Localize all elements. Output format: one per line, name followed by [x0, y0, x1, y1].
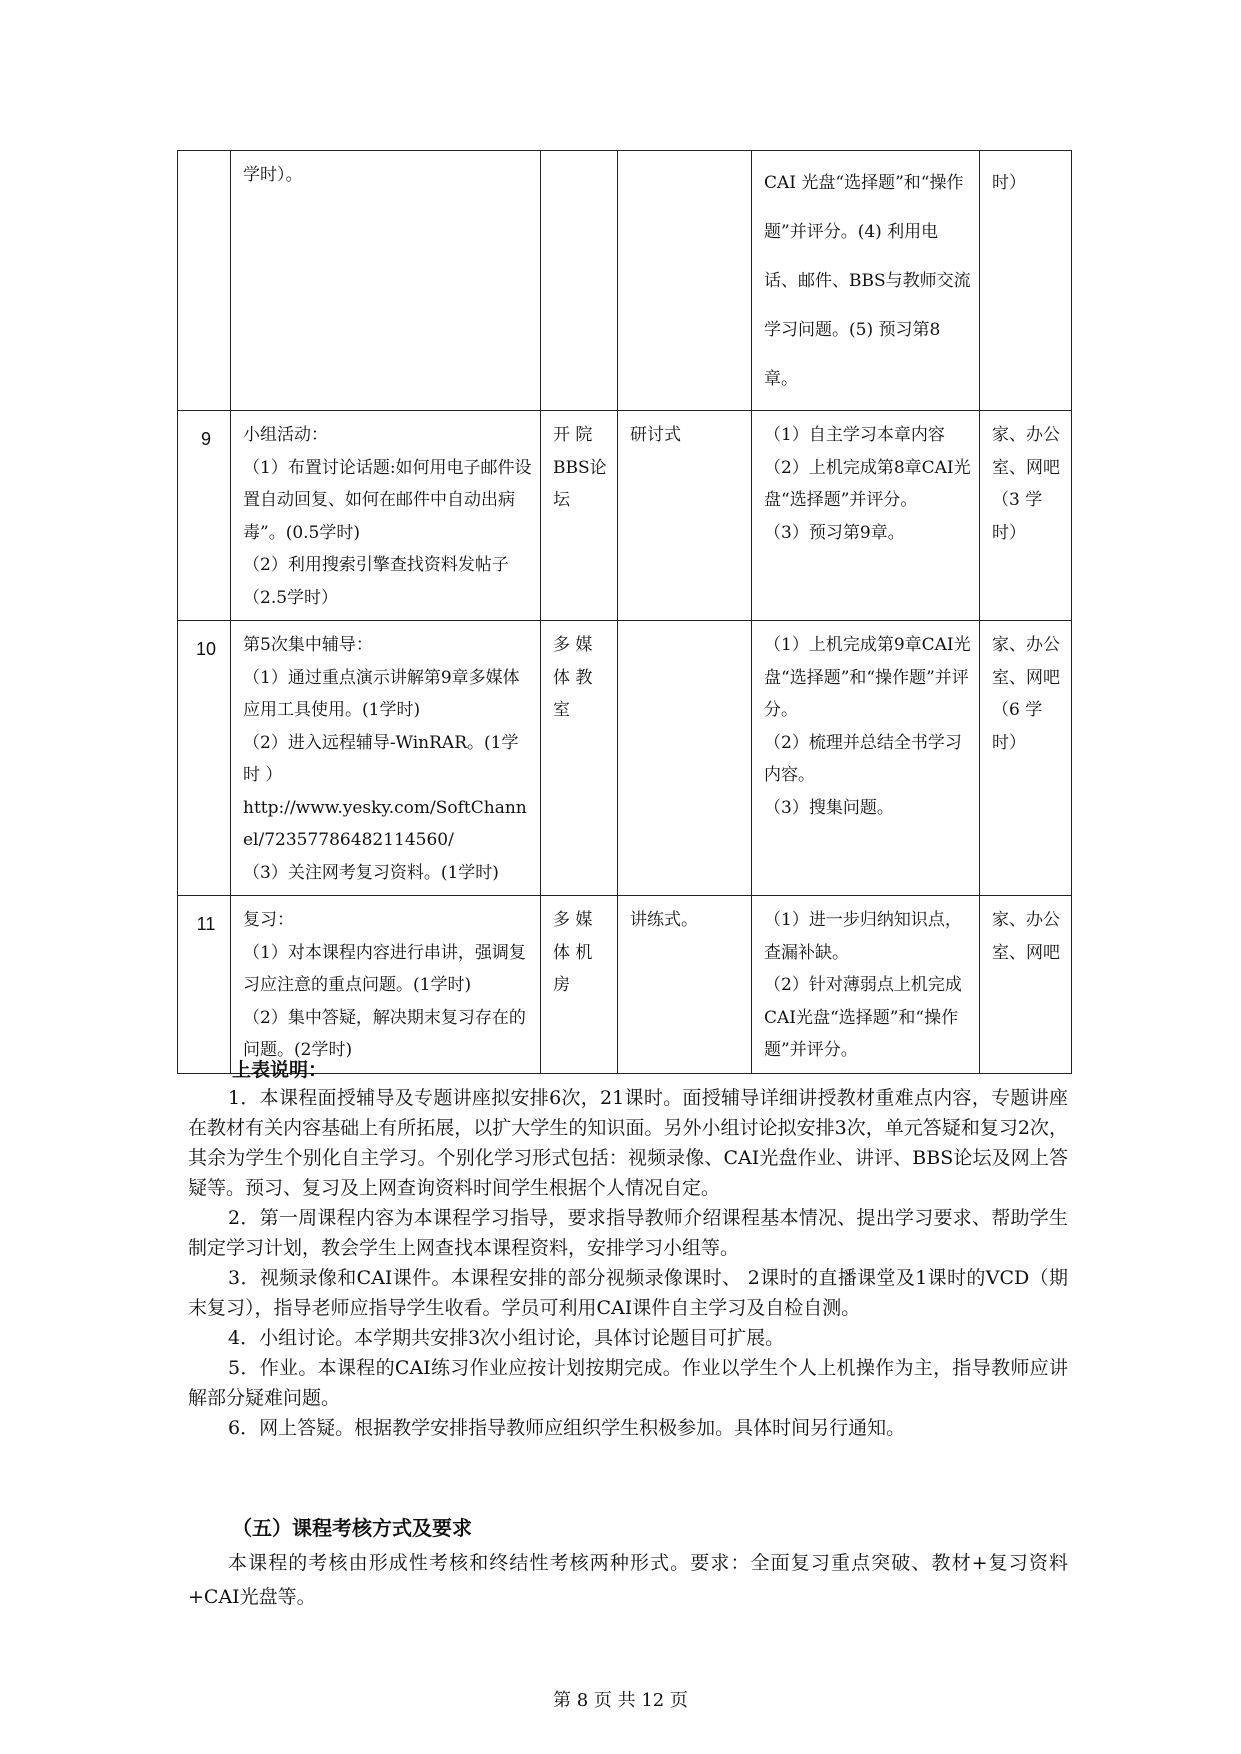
cell-line: 家、办公室、网吧（6 学时） — [992, 635, 1060, 753]
cell-num: 10 — [178, 621, 231, 896]
cell-tasks — [752, 621, 980, 896]
cell-tasks — [752, 896, 980, 1074]
cell-location — [541, 896, 618, 1074]
note-item: 5．作业。本课程的CAI练习作业应按计划按期完成。作业以学生个人上机操作为主，指导教师应讲解部分疑难问题。 — [188, 1357, 1068, 1409]
cell-line: （3）关注网考复习资料。(1学时) — [243, 862, 499, 883]
table-row — [178, 151, 1072, 411]
cell-line: 第5次集中辅导： — [243, 635, 373, 655]
cell-content — [231, 411, 541, 621]
cell-line: 多 媒 体 教 室 — [553, 635, 593, 720]
cell-line: 家、办公室、网吧（3 学时） — [992, 425, 1060, 543]
teaching-schedule-table — [177, 150, 1072, 1074]
cell-tasks — [752, 151, 980, 411]
cell-line: （1）对本课程内容进行串讲，强调复习应注意的重点问题。(1学时) — [243, 942, 526, 995]
cell-line: http://www.yesky.com/SoftChannel/72357786482114560/ — [243, 797, 527, 850]
cell-location — [541, 621, 618, 896]
cell-method — [618, 621, 752, 896]
cell-line: （2.5学时） — [243, 587, 339, 608]
cell-line: （1）自主学习本章内容 — [764, 425, 945, 445]
cell-line: （1）进一步归纳知识点，查漏补缺。 — [764, 910, 962, 963]
cell-place — [980, 151, 1072, 411]
note-item: 6．网上答疑。根据教学安排指导教师应组织学生积极参加。具体时间另行通知。 — [228, 1417, 906, 1439]
cell-location — [541, 411, 618, 621]
cell-line: 学时）。 — [243, 165, 303, 185]
cell-line: （2）上机完成第8章CAI光盘“选择题”并评分。 — [764, 457, 971, 510]
table-row — [178, 896, 1072, 1074]
cell-method — [618, 151, 752, 411]
note-item: 1．本课程面授辅导及专题讲座拟安排6次，21课时。面授辅导详细讲授教材重难点内容，专题讲座在教材有关内容基础上有所拓展，以扩大学生的知识面。另外小组讨论拟安排3次，单元答疑和复习2次，其余为学生个别化自主学习。个别化学习形式包括：视频录像、CAI光盘作业、讲评、BBS论坛及网上答疑等。预习、复习及上网查询资料时间学生根据个人情况自定。 — [188, 1087, 1068, 1199]
cell-location — [541, 151, 618, 411]
cell-line: CAI 光盘“选择题”和“操作题”并评分。(4) 利用电话、邮件、BBS与教师交流学习问题。(5) 预习第8章。 — [764, 173, 971, 389]
cell-content — [231, 151, 541, 411]
cell-num — [178, 151, 231, 411]
cell-line: （1）通过重点演示讲解第9章多媒体应用工具使用。(1学时) — [243, 667, 520, 720]
cell-method: 研讨式 — [618, 411, 752, 621]
cell-content — [231, 896, 541, 1074]
note-item: 2．第一周课程内容为本课程学习指导，要求指导教师介绍课程基本情况、提出学习要求、帮助学生制定学习计划，教会学生上网查找本课程资料，安排学习小组等。 — [188, 1207, 1068, 1259]
cell-line: （1）上机完成第9章CAI光盘“选择题”和“操作题”并评分。 — [764, 635, 971, 720]
cell-line: （2）利用搜索引擎查找资料发帖子 — [243, 555, 509, 575]
cell-line: （2）进入远程辅导-WinRAR。(1学时 ） — [243, 732, 519, 785]
cell-content — [231, 621, 541, 896]
cell-line: （2）集中答疑，解决期末复习存在的问题。(2学时) — [243, 1007, 526, 1060]
cell-line: （3）预习第9章。 — [764, 522, 905, 543]
table-row — [178, 411, 1072, 621]
cell-line: 复习： — [243, 910, 294, 930]
cell-line: 小组活动： — [243, 425, 328, 445]
cell-place — [980, 896, 1072, 1074]
note-item: 3．视频录像和CAI课件。本课程安排的部分视频录像课时、 2课时的直播课堂及1课时的VCD（期末复习），指导老师应指导学生收看。学员可利用CAI课件自主学习及自检自测。 — [188, 1267, 1068, 1319]
cell-tasks — [752, 411, 980, 621]
cell-method: 讲练式。 — [618, 896, 752, 1074]
cell-line: （3）搜集问题。 — [764, 797, 894, 818]
cell-line: 开 院 BBS论坛 — [553, 425, 607, 510]
cell-num: 11 — [178, 896, 231, 1074]
note-item: 4．小组讨论。本学期共安排3次小组讨论，具体讨论题目可扩展。 — [228, 1327, 785, 1349]
page-footer: 第 8 页 共 12 页 — [553, 1690, 688, 1711]
section-body: 本课程的考核由形成性考核和终结性考核两种形式。要求：全面复习重点突破、教材+复习资料+CAI光盘等。 — [188, 1552, 1068, 1608]
cell-line: （1）布置讨论话题:如何用电子邮件设置自动回复、如何在邮件中自动出病毒”。(0.5学时) — [243, 457, 532, 543]
cell-line: 多 媒 体 机 房 — [553, 910, 593, 995]
cell-line: 时） — [992, 173, 1026, 193]
cell-num: 9 — [178, 411, 231, 621]
section-title: （五）课程考核方式及要求 — [232, 1516, 472, 1540]
cell-line: （2）针对薄弱点上机完成CAI光盘“选择题”和“操作题”并评分。 — [764, 975, 962, 1060]
notes-list — [188, 1083, 1068, 1443]
table-row — [178, 621, 1072, 896]
cell-line: 家、办公室、网吧 — [992, 910, 1060, 963]
cell-line: （2）梳理并总结全书学习内容。 — [764, 732, 962, 785]
table-body — [178, 151, 1072, 1074]
cell-place — [980, 621, 1072, 896]
notes-title: 上表说明： — [232, 1059, 328, 1081]
cell-place — [980, 411, 1072, 621]
